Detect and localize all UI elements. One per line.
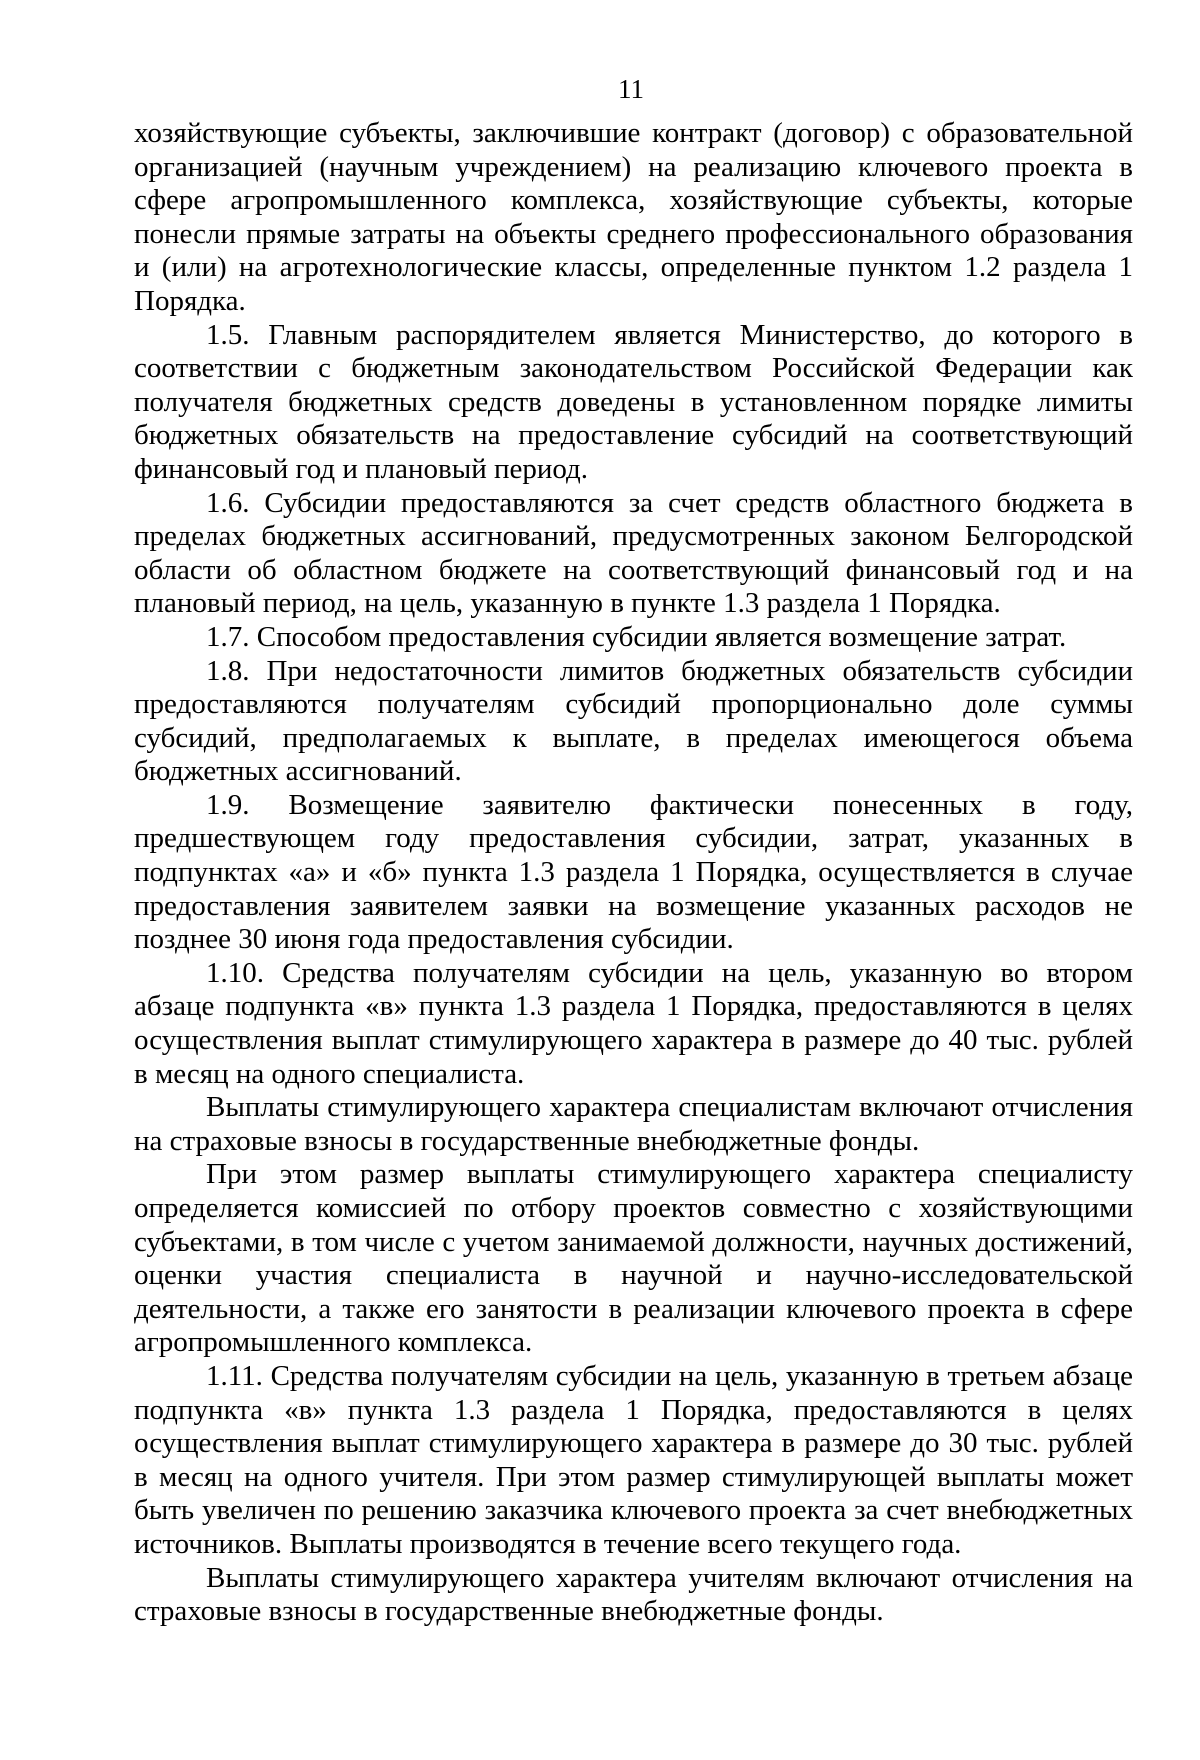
paragraph-1-8-insufficient-limits: 1.8. При недостаточности лимитов бюджетных обязательств субсидии предоставляются получателям субсидий пропорционально доле суммы субсидий, предполагаемых к выплате, в пределах имеющегося объема бюджетных ассигнований. [134,654,1133,788]
paragraph-entities-continuation: хозяйствующие субъекты, заключившие контракт (договор) с образовательной организацией (научным учреждением) на реализацию ключевого проекта в сфере агропромышленного комплекса, хозяйствующие субъекты, которые понесли прямые затраты на объекты среднего профессионального образования и (или) на агротехнологические классы, определенные пунктом 1.2 раздела 1 Порядка. [134,117,1133,317]
page-number: 11 [618,74,644,104]
paragraph-1-11-teacher-payments: 1.11. Средства получателям субсидии на цель, указанную в третьем абзаце подпункта «в» пункта 1.3 раздела 1 Порядка, предоставляются в целях осуществления выплат стимулирующего характера в размере до 30 тыс. рублей в месяц на одного учителя. При этом размер стимулирующей выплаты может быть увеличен по решению заказчика ключевого проекта за счет внебюджетных источников. Выплаты производятся в течение всего текущего года. [134,1359,1133,1560]
paragraph-teacher-contributions: Выплаты стимулирующего характера учителям включают отчисления на страховые взносы в государственные внебюджетные фонды. [134,1561,1133,1628]
paragraph-specialist-contributions: Выплаты стимулирующего характера специалистам включают отчисления на страховые взносы в государственные внебюджетные фонды. [134,1091,1133,1157]
paragraph-1-6-funding-source: 1.6. Субсидии предоставляются за счет средств областного бюджета в пределах бюджетных ассигнований, предусмотренных законом Белгородской области об областном бюджете на соответствующий финансовый год и на плановый период, на цель, указанную в пункте 1.3 раздела 1 Порядка. [134,486,1133,620]
document-body [134,117,1133,1629]
paragraph-1-7-method: 1.7. Способом предоставления субсидии является возмещение затрат. [206,620,1067,653]
paragraph-1-10-specialist-payments: 1.10. Средства получателям субсидии на цель, указанную во втором абзаце подпункта «в» пункта 1.3 раздела 1 Порядка, предоставляются в целях осуществления выплат стимулирующего характера в размере до 40 тыс. рублей в месяц на одного специалиста. [134,956,1133,1090]
paragraph-specialist-payment-size: При этом размер выплаты стимулирующего характера специалисту определяется комиссией по отбору проектов совместно с хозяйствующими субъектами, в том числе с учетом занимаемой должности, научных достижений, оценки участия специалиста в научной и научно-исследовательской деятельности, а также его занятости в реализации ключевого проекта в сфере агропромышленного комплекса. [134,1158,1133,1359]
paragraph-1-9-reimbursement: 1.9. Возмещение заявителю фактически понесенных в году, предшествующем году предоставления субсидии, затрат, указанных в подпунктах «а» и «б» пункта 1.3 раздела 1 Порядка, осуществляется в случае предоставления заявителем заявки на возмещение указанных расходов не позднее 30 июня года предоставления субсидии. [134,788,1133,956]
paragraph-1-5-main-administrator: 1.5. Главным распорядителем является Министерство, до которого в соответствии с бюджетным законодательством Российской Федерации как получателя бюджетных средств доведены в установленном порядке лимиты бюджетных обязательств на предоставление субсидий на соответствующий финансовый год и плановый период. [134,318,1133,485]
